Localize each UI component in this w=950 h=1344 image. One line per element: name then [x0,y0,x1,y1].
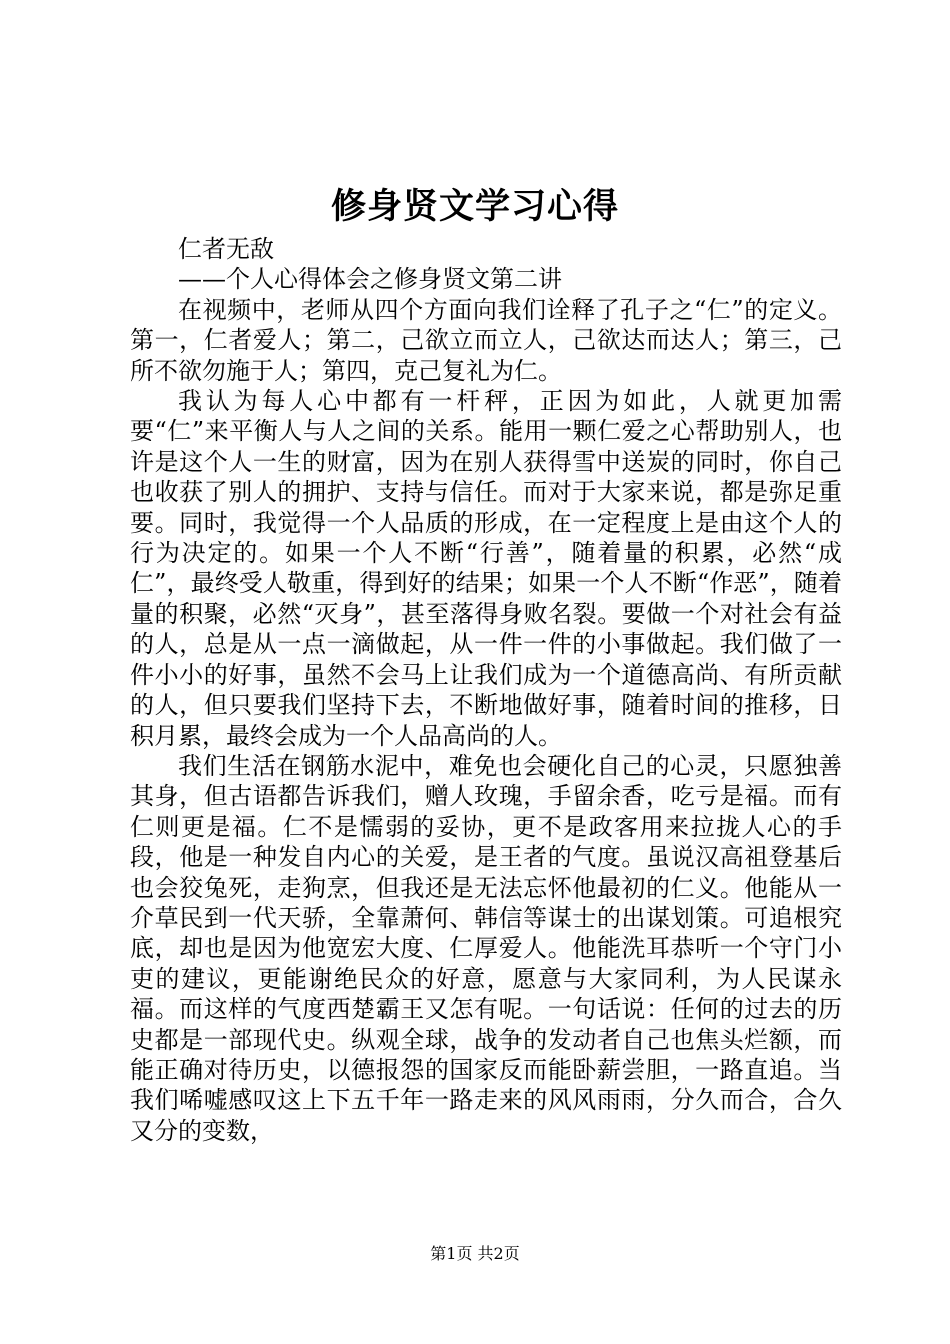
subtitle-line: 仁者无敌 [178,235,274,263]
document-title: 修身贤文学习心得 [330,186,619,227]
document-body [130,234,842,1146]
body-paragraph: 在视频中，老师从四个方面向我们诠释了孔子之“仁”的定义。第一，仁者爱人；第二，己欲立而立人，己欲达而达人；第三，己所不欲勿施于人；第四，克己复礼为仁。 [130,295,842,385]
body-paragraph: 我认为每人心中都有一杆秤，正因为如此，人就更加需要“仁”来平衡人与人之间的关系。能用一颗仁爱之心帮助别人，也许是这个人一生的财富，因为在别人获得雪中送炭的同时，你自己也收获了别人的拥护、支持与信任。而对于大家来说，都是弥足重要。同时，我觉得一个人品质的形成，在一定程度上是由这个人的行为决定的。如果一个人不断“行善”，随着量的积累，必然“成仁”，最终受人敬重，得到好的结果；如果一个人不断“作恶”，随着量的积聚，必然“灭身”，甚至落得身败名裂。要做一个对社会有益的人，总是从一点一滴做起，从一件一件的小事做起。我们做了一件小小的好事，虽然不会马上让我们成为一个道德高尚、有所贡献的人，但只要我们坚持下去，不断地做好事，随着时间的推移，日积月累，最终会成为一个人品高尚的人。 [130,387,842,750]
subtitle-line: ——个人心得体会之修身贤文第二讲 [178,265,562,294]
body-paragraph: 我们生活在钢筋水泥中，难免也会硬化自己的心灵，只愿独善其身，但古语都告诉我们，赠人玫瑰，手留余香，吃亏是福。而有仁则更是福。仁不是懦弱的妥协，更不是政客用来拉拢人心的手段，他是一种发自内心的关爱，是王者的气度。虽说汉高祖登基后也会狡兔死，走狗烹，但我还是无法忘怀他最初的仁义。他能从一介草民到一代天骄，全靠萧何、韩信等谋士的出谋划策。可追根究底，却也是因为他宽宏大度、仁厚爱人。他能洗耳恭听一个守门小吏的建议，更能谢绝民众的好意，愿意与大家同利，为人民谋永福。而这样的气度西楚霸王又怎有呢。一句话说：任何的过去的历史都是一部现代史。纵观全球，战争的发动者自己也焦头烂额，而能正确对待历史，以德报怨的国家反而能卧薪尝胆，一路直追。当我们唏嘘感叹这上下五千年一路走来的风风雨雨，分久而合，合久又分的变数， [130,751,842,1145]
page-number-footer: 第1页 共2页 [430,1244,520,1263]
